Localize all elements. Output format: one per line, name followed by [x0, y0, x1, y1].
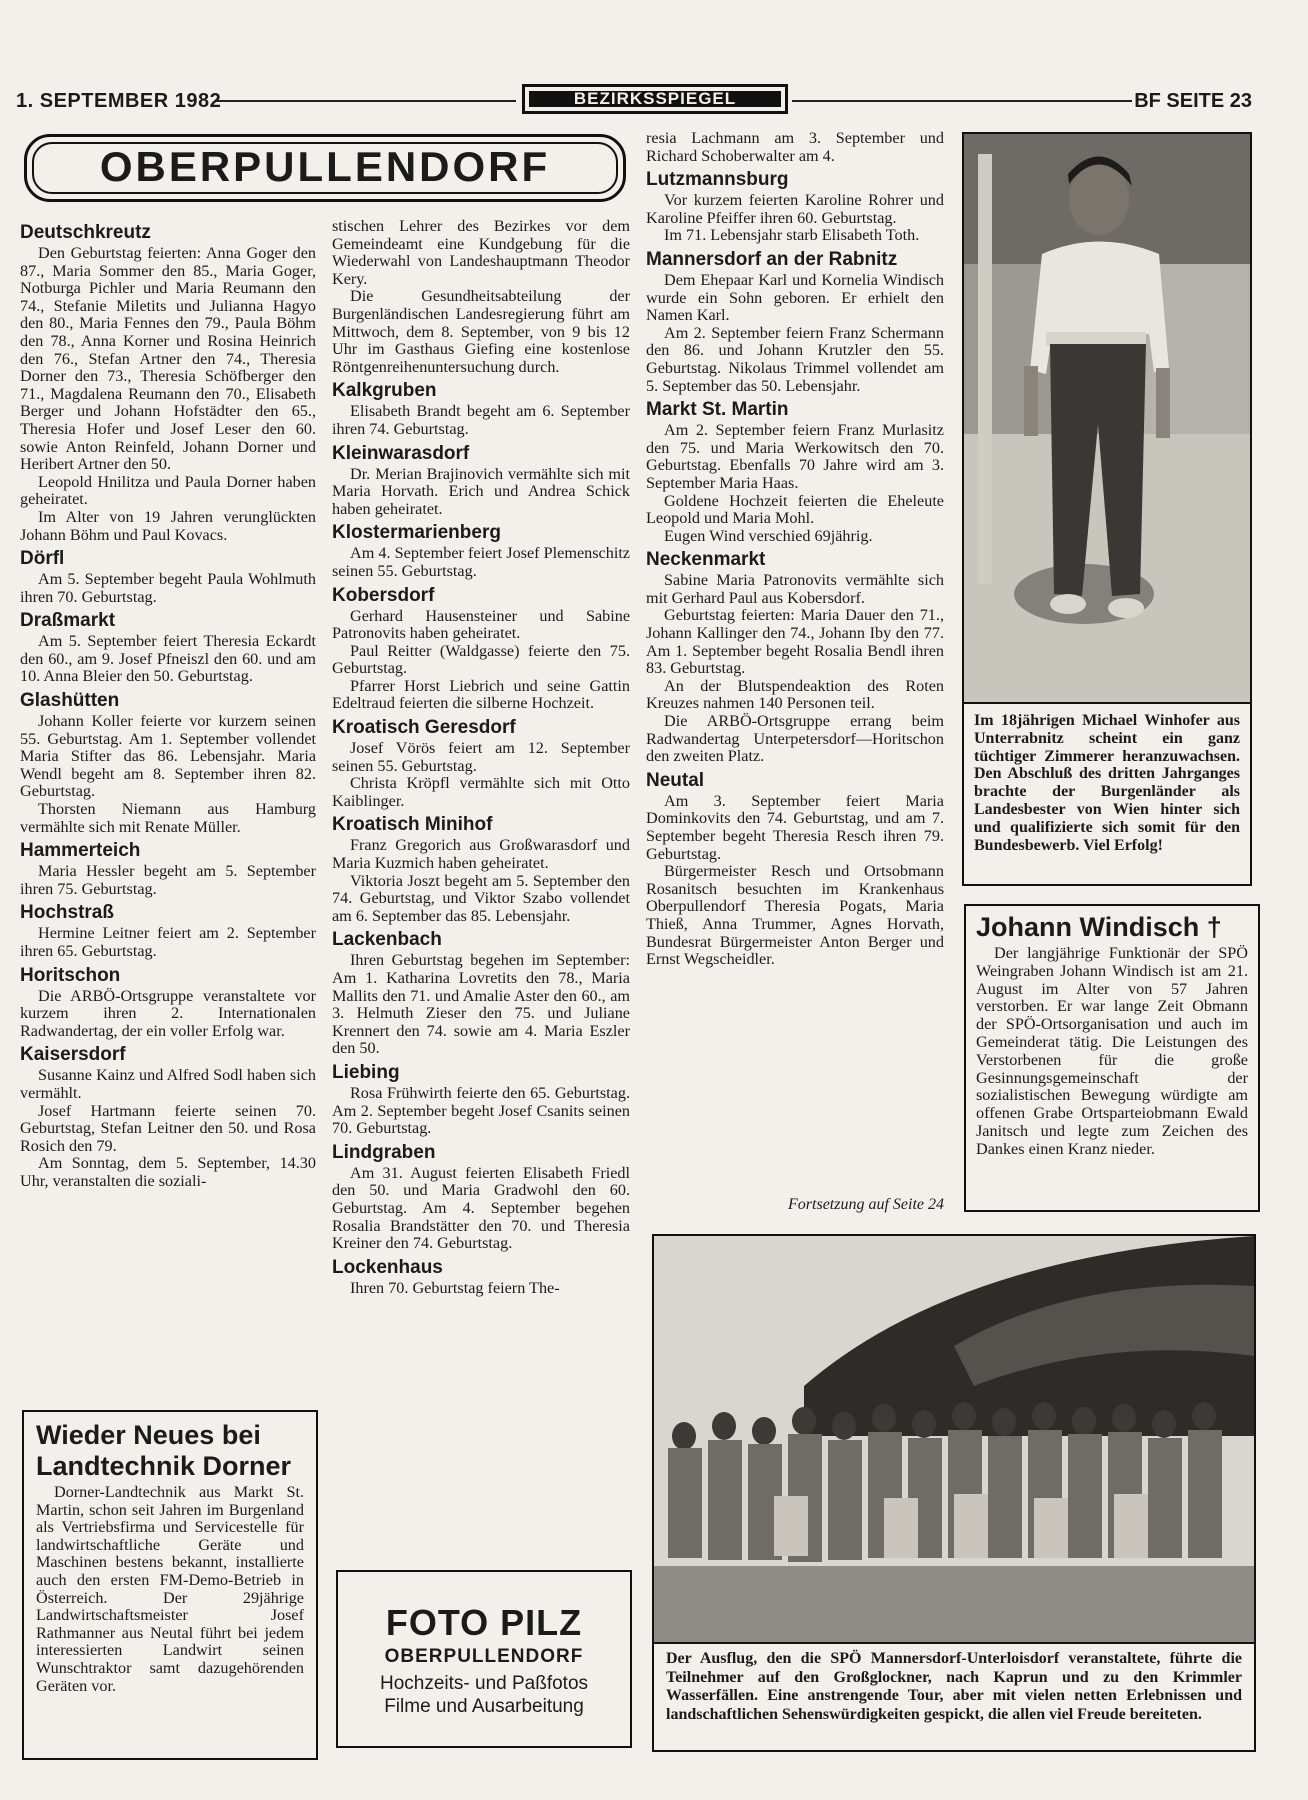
group-photo-image	[654, 1236, 1254, 1642]
ad-line-2: Filme und Ausarbeitung	[384, 1696, 584, 1717]
article-paragraph: Franz Gregorich aus Großwarasdorf und Maria Kuzmich haben geheiratet.	[332, 836, 630, 873]
town-heading: Kalkgruben	[332, 380, 437, 402]
article-paragraph: Goldene Hochzeit feierten die Eheleute Leopold und Maria Mohl.	[646, 491, 944, 528]
article-paragraph: Maria Hessler begeht am 5. September ihren 75. Geburtstag.	[20, 862, 316, 898]
town-heading: Neckenmarkt	[646, 549, 766, 571]
article-paragraph: Am 4. September feiert Josef Plemenschitz seinen 55. Geburtstag.	[332, 544, 630, 580]
article-paragraph: Viktoria Joszt begeht am 5. September den 74. Geburtstag, und Viktor Szabo vollendet am 6. September das 85. Lebensjahr.	[332, 871, 630, 925]
ad-line-1: Hochzeits- und Paßfotos	[379, 1673, 589, 1694]
article-paragraph: Sabine Maria Patronovits vermählte sich mit Gerhard Paul aus Kobersdorf.	[646, 571, 944, 607]
article-paragraph: Josef Hartmann feierte seinen 70. Geburtstag, Stefan Leitner den 50. und Rosa Rosich den 79.	[20, 1101, 316, 1155]
town-heading: Kroatisch Geresdorf	[332, 717, 516, 739]
article-paragraph: Die ARBÖ-Ortsgruppe veranstaltete vor kurzem ihren 2. Internationalen Radwandertag, der ein voller Erfolg war.	[20, 986, 316, 1040]
article-paragraph: Bürgermeister Resch und Ortsobmann Rosanitsch besuchten im Krankenhaus Oberpullendorf Theresia Pogats, Maria Thieß, Anna Trummer, Agnes Horvath, Bundesrat Bürgermeister Anton Berger und Ernst Wegscheidler.	[646, 862, 944, 969]
town-heading: Draßmarkt	[20, 610, 116, 632]
article-paragraph: Leopold Hnilitza und Paula Dorner haben geheiratet.	[20, 472, 316, 509]
town-heading: Hammerteich	[20, 840, 141, 862]
article-paragraph: An der Blutspendeaktion des Roten Kreuzes nahmen 140 Personen teil.	[646, 676, 944, 713]
article-paragraph: Am 5. September feiert Theresia Eckardt den 60., am 9. Josef Pfneiszl den 60. und am 10. Anna Bleier den 50. Geburtstag.	[20, 632, 316, 686]
article-paragraph: Den Geburtstag feierten: Anna Goger den 87., Maria Sommer den 85., Maria Goger, Notburga Pichler und Maria Reumann den 74., Stefanie Miletits und Julianna Hagyo den 80., Maria Fennes den 79., Paula Böhm den 78., Anna Korner und Rosina Heinrich den 76., Stefan Artner den 74., Theresia Dorner den 73., Theresia Schöfberger den 71., Magdalena Reumann den 70., Elisabeth Berger und Johann Hofstädter den 65., Theresia Hofer und Josef Leser den 60. sowie Anton Reinfeld, Johann Dorner und Heribert Artner den 50.	[20, 244, 316, 474]
article-paragraph: Gerhard Hausensteiner und Sabine Patronovits haben geheiratet.	[332, 606, 630, 643]
article-paragraph: Vor kurzem feierten Karoline Rohrer und Karoline Pfeiffer ihren 60. Geburtstag.	[646, 191, 944, 227]
town-heading: Klostermarienberg	[332, 522, 501, 544]
article-paragraph: Ihren Geburtstag begehen im September: Am 1. Katharina Lovretits den 78., Maria Mallits den 71. und Amalie Aster den 60., am 3. Helmuth Zieser den 75. und Juliane Krennert den 74. sowie am 4. Maria Eszler den 50.	[332, 951, 630, 1058]
foto-pilz-ad	[336, 1570, 632, 1748]
article-paragraph: Pfarrer Horst Liebrich und seine Gattin Edeltraud feierten die silberne Hochzeit.	[332, 676, 630, 713]
news-column-2	[332, 218, 630, 1297]
article-paragraph: Am 31. August feierten Elisabeth Friedl den 50. und Maria Gradwohl den 60. Geburtstag. Am 4. September begehen Rosalia Brandstätter den 70. und Theresia Kreiner den 74. Geburtstag.	[332, 1163, 630, 1253]
town-heading: Lackenbach	[332, 929, 442, 951]
district-title: OBERPULLENDORF	[99, 143, 551, 190]
article-paragraph: Eugen Wind verschied 69jährig.	[664, 526, 873, 545]
carpenter-photo-caption	[962, 704, 1252, 886]
caption-text: Der Ausflug, den die SPÖ Mannersdorf-Unterloisdorf veranstaltete, führte die Teilnehmer auf den Großglockner, nach Kaprun und zu den Krimmler Wasserfällen. Eine anstrengende Tour, aber mit vielen netten Erlebnissen und landschaftlichen Sehenswürdigkeiten gespickt, die allen viel Freude bereiteten.	[666, 1650, 1242, 1723]
landtechnik-ad	[22, 1410, 318, 1760]
article-paragraph: Rosa Frühwirth feierte den 65. Geburtstag. Am 2. September begeht Josef Csanits seinen 70. Geburtstag.	[332, 1083, 630, 1138]
obituary-box	[964, 904, 1260, 1212]
town-heading: Lockenhaus	[332, 1256, 443, 1278]
ad-business-name: FOTO PILZ	[385, 1602, 583, 1643]
article-paragraph: Christa Kröpfl vermählte sich mit Otto Kaiblinger.	[332, 774, 630, 810]
continued-note: Fortsetzung auf Seite 24	[788, 1196, 944, 1213]
news-column-3	[646, 130, 944, 969]
article-paragraph: Am 2. September feiern Franz Murlasitz den 75. und Maria Werkowitsch den 70. Geburtstag. Ebenfalls 70 Jahre wird am 3. September Maria Haas.	[646, 421, 944, 492]
town-heading: Dörfl	[20, 548, 65, 570]
ad-headline: Wieder Neues bei Landtechnik Dorner	[36, 1420, 292, 1481]
town-heading: Liebing	[332, 1061, 400, 1083]
town-heading: Deutschkreutz	[20, 222, 151, 243]
article-paragraph: Hermine Leitner feiert am 2. September ihren 65. Geburtstag.	[20, 924, 316, 960]
town-heading: Kleinwarasdorf	[332, 442, 470, 464]
town-heading: Mannersdorf an der Rabnitz	[646, 248, 898, 270]
town-heading: Neutal	[646, 769, 705, 791]
carpenter-photo-image	[964, 134, 1250, 702]
town-heading: Markt St. Martin	[646, 399, 789, 421]
article-paragraph: Am 5. September begeht Paula Wohlmuth ihren 70. Geburtstag.	[20, 570, 316, 606]
article-paragraph: Am 3. September feiert Maria Dominkovits den 74. Geburtstag, und am 7. September begeht Theresia Resch ihren 79. Geburtstag.	[646, 791, 944, 863]
article-paragraph: resia Lachmann am 3. September und Richard Schoberwalter am 4.	[646, 129, 944, 165]
caption-text: Im 18jährigen Michael Winhofer aus Unterrabnitz scheint ein ganz tüchtiger Zimmerer heranzuwachsen. Den Abschluß des dritten Jahrganges brachte der Burgenländer als Landesbester von Wien hinter sich und qualifizierte sich somit für den Bundesbewerb. Viel Erfolg!	[974, 712, 1240, 854]
article-paragraph: Ihren 70. Geburtstag feiern The-	[350, 1278, 560, 1297]
section-badge	[522, 84, 788, 114]
group-photo-caption	[652, 1644, 1256, 1752]
town-heading: Horitschon	[20, 964, 121, 986]
article-paragraph: Johann Koller feierte vor kurzem seinen 55. Geburtstag. Am 1. September vollendet Maria Stifter das 86. Lebensjahr. Maria Wendl begeht am 8. September ihren 82. Geburtstag.	[20, 712, 316, 801]
article-paragraph: Am 2. September feiern Franz Schermann den 86. und Johann Krutzler den 55. Geburtstag. Nikolaus Trimmel vollendet am 5. September das 50. Lebensjahr.	[646, 323, 944, 395]
obituary-title: Johann Windisch †	[976, 912, 1222, 942]
news-column-1	[20, 218, 316, 1191]
article-paragraph: Paul Reitter (Waldgasse) feierte den 75. Geburtstag.	[332, 641, 630, 678]
district-title-box	[24, 134, 626, 202]
article-paragraph: Dem Ehepaar Karl und Kornelia Windisch wurde ein Sohn geboren. Er erhielt den Namen Karl.	[646, 270, 944, 325]
town-heading: Glashütten	[20, 690, 120, 712]
article-paragraph: Dr. Merian Brajinovich vermählte sich mit Maria Horvath. Erich und Andrea Schick haben geheiratet.	[332, 464, 630, 518]
section-name: BEZIRKSSPIEGEL	[529, 91, 781, 107]
header-rule-left	[216, 100, 516, 102]
article-paragraph: Im 71. Lebensjahr starb Elisabeth Toth.	[664, 226, 920, 245]
town-heading: Kaisersdorf	[20, 1044, 126, 1066]
article-paragraph: stischen Lehrer des Bezirkes vor dem Gemeindeamt eine Kundgebung für die Wiederwahl von Landeshauptmann Theodor Kery.	[332, 217, 630, 288]
ad-town: OBERPULLENDORF	[384, 1646, 584, 1667]
obituary-text: Der langjährige Funktionär der SPÖ Weingraben Johann Windisch ist am 21. August im Alter von 57 Jahren verstorben. Er war lange Zeit Obmann der SPÖ-Ortsorganisation und auch im Gemeinderat tätig. Die Leistungen des Verstorbenen für die große Gesinnungsgemeinschaft der sozialistischen Bewegung würdigte am offenen Grabe Ortsparteiobmann Ewald Janitsch und legte zum Zeichen des Dankes einen Kranz nieder.	[976, 944, 1248, 1158]
article-paragraph: Thorsten Niemann aus Hamburg vermählte sich mit Renate Müller.	[20, 800, 316, 836]
town-heading: Lindgraben	[332, 1141, 436, 1163]
article-paragraph: Susanne Kainz und Alfred Sodl haben sich vermählt.	[20, 1066, 316, 1102]
header-rule-right	[792, 100, 1132, 102]
carpenter-photo	[962, 132, 1252, 704]
group-excursion-photo	[652, 1234, 1256, 1644]
article-paragraph: Geburtstag feierten: Maria Dauer den 71., Johann Kallinger den 74., Johann Iby den 77. Am 1. September begeht Rosalia Bendl ihren 83. Geburtstag.	[646, 606, 944, 678]
article-paragraph: Elisabeth Brandt begeht am 6. September ihren 74. Geburtstag.	[332, 402, 630, 438]
article-paragraph: Am Sonntag, dem 5. September, 14.30 Uhr, veranstalten die soziali-	[20, 1154, 316, 1190]
article-paragraph: Die ARBÖ-Ortsgruppe errang beim Radwandertag Unterpetersdorf—Horitschon den zweiten Platz.	[646, 712, 944, 766]
town-heading: Lutzmannsburg	[646, 169, 789, 191]
town-heading: Kobersdorf	[332, 584, 435, 606]
page-number: BF SEITE 23	[1134, 90, 1252, 112]
article-paragraph: Im Alter von 19 Jahren verunglückten Johann Böhm und Paul Kovacs.	[20, 507, 316, 544]
town-heading: Hochstraß	[20, 902, 114, 924]
town-heading: Kroatisch Minihof	[332, 814, 493, 836]
article-paragraph: Josef Vörös feiert am 12. September seinen 55. Geburtstag.	[332, 739, 630, 775]
issue-date: 1. SEPTEMBER 1982	[16, 90, 222, 112]
article-paragraph: Die Gesundheitsabteilung der Burgenländischen Landesregierung führt am Mittwoch, dem 8. September, von 9 bis 12 Uhr im Gasthaus Giefing eine kostenlose Röntgenreihenuntersuchung durch.	[332, 287, 630, 376]
ad-text: Dorner-Landtechnik aus Markt St. Martin, schon seit Jahren im Burgenland als Vertriebsfirma und Servicestelle für landwirtschaftliche Geräte und Maschinen bestens bekannt, installierte auch den ersten FM-Demo-Betrieb in Österreich. Der 29jährige Landwirtschaftsmeister Josef Rathmanner aus Neutal führt bei jedem interessierten Landwirt seinen Wunschtraktor samt dazugehörenden Geräten vor.	[36, 1483, 304, 1695]
page-header	[16, 84, 1252, 118]
